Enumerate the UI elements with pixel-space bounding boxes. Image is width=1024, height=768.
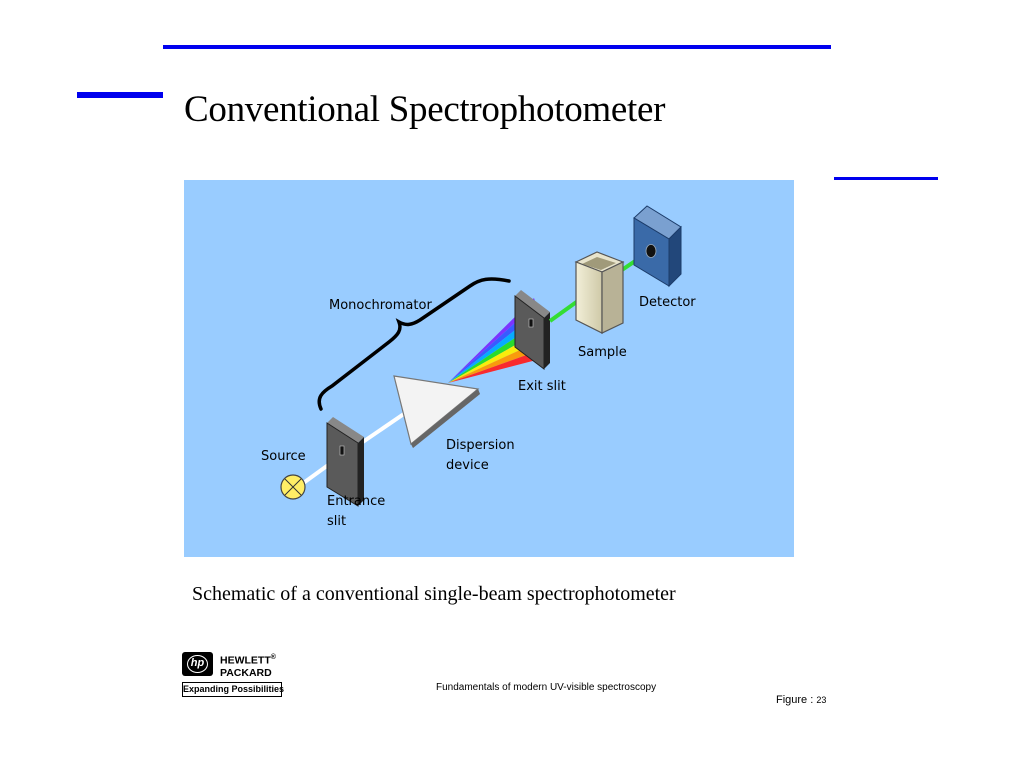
hp-name-line2: PACKARD: [220, 666, 272, 679]
hp-logo-mark-text: hp: [187, 655, 208, 673]
spectrophotometer-diagram: [184, 180, 794, 557]
accent-bar-left: [77, 92, 163, 98]
source-lamp-icon: [281, 475, 305, 499]
label-monochromator: Monochromator: [329, 298, 432, 313]
label-dispersion-line2: device: [446, 458, 489, 473]
label-entrance-line1: Entrance: [327, 494, 386, 509]
detector-icon: [634, 206, 681, 286]
label-detector: Detector: [639, 295, 696, 310]
accent-bar-top: [163, 45, 831, 49]
figure-label: Figure :: [776, 694, 814, 706]
label-source: Source: [261, 449, 306, 464]
figure-reference: [776, 694, 826, 706]
label-exit-slit: Exit slit: [518, 379, 566, 394]
hp-name-line1: HEWLETT: [220, 654, 271, 667]
hp-company-name: [220, 652, 276, 679]
label-sample: Sample: [578, 345, 627, 360]
slide-title: Conventional Spectrophotometer: [184, 89, 666, 130]
diagram-canvas: [184, 180, 794, 557]
footer-text: Fundamentals of modern UV-visible spectroscopy: [436, 682, 657, 693]
hp-registered-mark: ®: [270, 654, 276, 661]
accent-bar-right: [834, 177, 938, 180]
label-entrance-line2: slit: [327, 514, 347, 529]
sample-cuvette-icon: [576, 252, 623, 333]
entrance-slit-icon: [327, 417, 364, 506]
hp-tagline: Expanding Possibilities: [182, 682, 282, 697]
figure-caption: Schematic of a conventional single-beam spectrophotometer: [192, 583, 676, 605]
label-dispersion-line1: Dispersion: [446, 438, 515, 453]
figure-number: 23: [816, 695, 827, 705]
hp-logo-mark: [182, 652, 213, 676]
